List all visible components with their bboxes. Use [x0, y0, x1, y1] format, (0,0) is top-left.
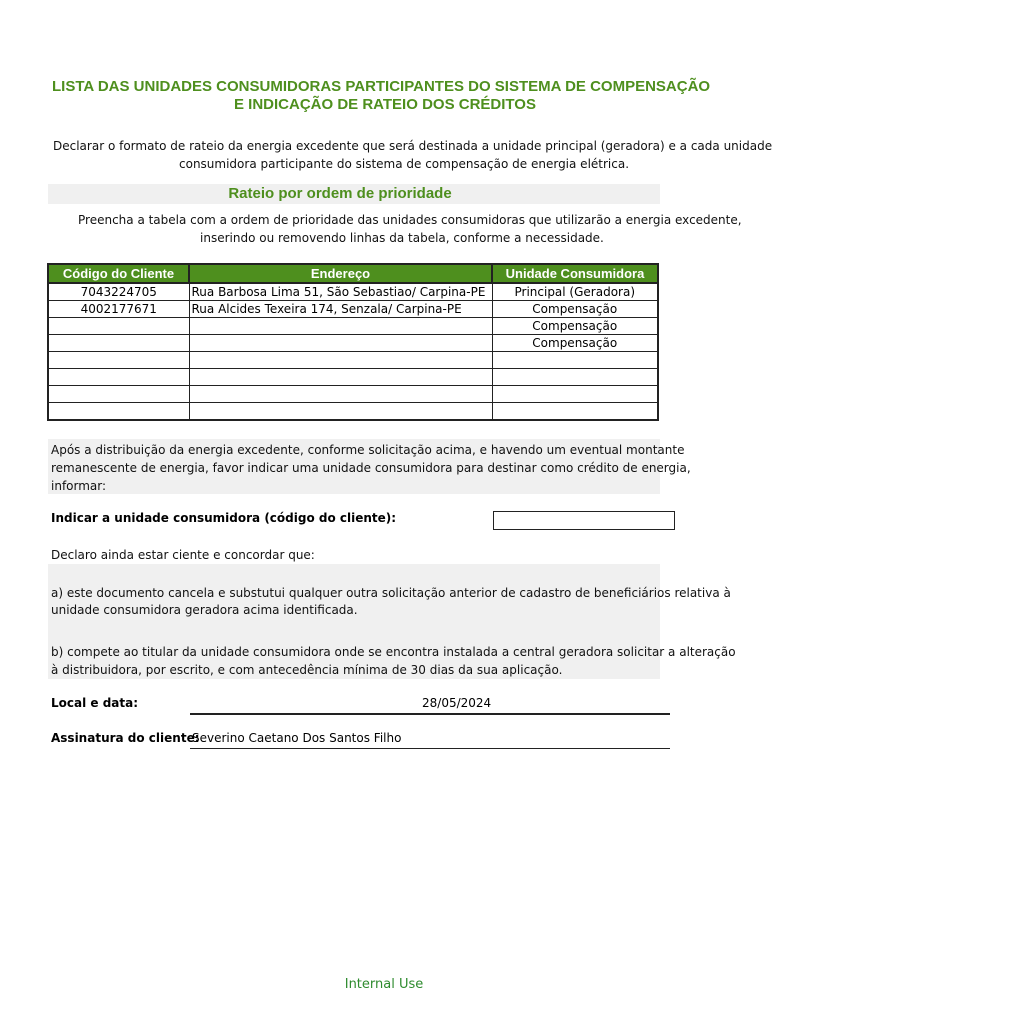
assinatura-value[interactable]: Severino Caetano Dos Santos Filho	[192, 731, 402, 745]
remanescente-line-3: informar:	[51, 479, 107, 493]
cell-unidade[interactable]: Principal (Geradora)	[492, 283, 658, 301]
instructions-line-2: inserindo ou removendo linhas da tabela, conforme a necessidade.	[200, 231, 604, 245]
local-data-label: Local e data:	[51, 696, 139, 710]
consumer-units-table	[47, 263, 659, 421]
assinatura-underline	[190, 748, 670, 749]
item-b-line-2: à distribuidora, por escrito, e com antecedência mínima de 30 dias da sua aplicação.	[51, 663, 563, 677]
cell-codigo[interactable]: 7043224705	[48, 283, 189, 301]
table-row	[48, 386, 658, 403]
cell-unidade[interactable]: Compensação	[492, 301, 658, 318]
section-title: Rateio por ordem de prioridade	[228, 185, 452, 202]
table-row	[48, 403, 658, 421]
table-row	[48, 369, 658, 386]
title-line-1: LISTA DAS UNIDADES CONSUMIDORAS PARTICIPANTES DO SISTEMA DE COMPENSAÇÃO	[52, 78, 711, 95]
intro-line-1: Declarar o formato de rateio da energia excedente que será destinada a unidade principal (geradora) e a cada unidade	[53, 139, 773, 153]
cell-unidade[interactable]: Compensação	[492, 318, 658, 335]
cell-endereco[interactable]	[189, 352, 492, 369]
instructions-line-1: Preencha a tabela com a ordem de prioridade das unidades consumidoras que utilizarão a energia excedente,	[78, 213, 742, 227]
cell-unidade[interactable]	[492, 352, 658, 369]
table-row	[48, 301, 658, 318]
table-header-row	[48, 264, 658, 283]
item-b-line-1: b) compete ao titular da unidade consumidora onde se encontra instalada a central geradora solicitar a alteração	[51, 645, 736, 659]
table-row	[48, 335, 658, 352]
footer-internal-use: Internal Use	[344, 977, 424, 992]
remanescente-line-1: Após a distribuição da energia excedente, conforme solicitação acima, e havendo um eventual montante	[51, 443, 685, 457]
section-title-band	[48, 184, 660, 204]
cell-endereco[interactable]: Rua Alcides Texeira 174, Senzala/ Carpina-PE	[189, 301, 492, 318]
cell-endereco[interactable]: Rua Barbosa Lima 51, São Sebastiao/ Carpina-PE	[189, 283, 492, 301]
cell-codigo[interactable]	[48, 369, 189, 386]
header-codigo: Código do Cliente	[48, 264, 189, 283]
cell-codigo[interactable]	[48, 352, 189, 369]
cell-endereco[interactable]	[189, 335, 492, 352]
item-a-line-2: unidade consumidora geradora acima identificada.	[51, 603, 358, 617]
declaro-text: Declaro ainda estar ciente e concordar que:	[51, 548, 315, 562]
table-row	[48, 318, 658, 335]
table-row	[48, 283, 658, 301]
cell-codigo[interactable]	[48, 386, 189, 403]
cell-codigo[interactable]	[48, 318, 189, 335]
assinatura-label: Assinatura do cliente:	[51, 731, 200, 745]
local-data-value[interactable]: 28/05/2024	[422, 696, 492, 710]
local-data-underline	[190, 713, 670, 715]
table-row	[48, 352, 658, 369]
indicar-label: Indicar a unidade consumidora (código do cliente):	[51, 511, 397, 525]
cell-unidade[interactable]	[492, 386, 658, 403]
intro-line-2: consumidora participante do sistema de compensação de energia elétrica.	[179, 157, 630, 171]
header-unidade: Unidade Consumidora	[492, 264, 658, 283]
cell-codigo[interactable]	[48, 403, 189, 421]
cell-endereco[interactable]	[189, 386, 492, 403]
cell-endereco[interactable]	[189, 318, 492, 335]
remanescente-line-2: remanescente de energia, favor indicar uma unidade consumidora para destinar como crédito de energia,	[51, 461, 691, 475]
cell-codigo[interactable]	[48, 335, 189, 352]
header-endereco: Endereço	[189, 264, 492, 283]
title-line-2: E INDICAÇÃO DE RATEIO DOS CRÉDITOS	[234, 96, 536, 113]
document-title	[52, 78, 1032, 114]
cell-codigo[interactable]: 4002177671	[48, 301, 189, 318]
indicar-unit-input[interactable]	[493, 511, 675, 530]
cell-unidade[interactable]	[492, 403, 658, 421]
item-a-line-1: a) este documento cancela e substutui qualquer outra solicitação anterior de cadastro de beneficiários relativa à	[51, 586, 731, 600]
cell-unidade[interactable]	[492, 369, 658, 386]
cell-endereco[interactable]	[189, 403, 492, 421]
cell-endereco[interactable]	[189, 369, 492, 386]
cell-unidade[interactable]: Compensação	[492, 335, 658, 352]
